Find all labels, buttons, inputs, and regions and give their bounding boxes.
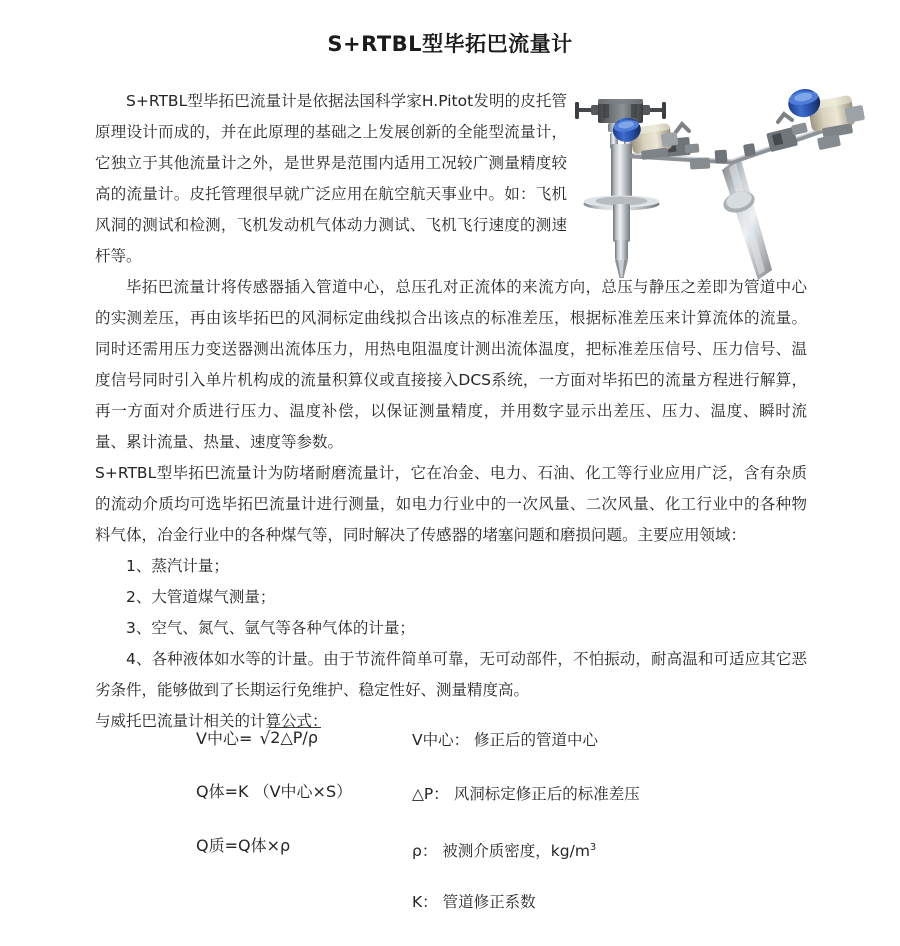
legend-definition: 被测介质密度，kg/m xyxy=(442,842,590,861)
paragraph-intro: S+RTBL型毕拓巴流量计是依据法国科学家H.Pitot发明的皮托管原理设计而成的，并在此原理的基础之上发展创新的全能型流量计，它独立于其他流量计之外，是世界是范围内适用工况较广测量精度较高的流量计。皮托管理很早就广泛应用在航空航天事业中。如：飞机风洞的测试和检测，飞机发动机气体动力测试、飞机飞行速度的测速杆等。 xyxy=(95,92,567,265)
legend-k xyxy=(412,892,832,946)
paragraph-applications: S+RTBL型毕拓巴流量计为防堵耐磨流量计，它在冶金、电力、石油、化工等行业应用广泛，含有杂质的流动介质均可选毕拓巴流量计进行测量，如电力行业中的一次风量、二次风量、化工行业中的各种物料气体，冶金行业中的各种煤气等，同时解决了传感器的堵塞问题和磨损问题。主要应用领域： xyxy=(95,464,807,544)
legend-unit-superscript: 3 xyxy=(589,842,597,853)
legend-symbol: △P： xyxy=(412,785,449,803)
legend-column xyxy=(412,728,832,946)
formula-lhs: Q质=Q体×ρ xyxy=(196,836,291,855)
radical-sign-icon: √ xyxy=(259,729,271,749)
formula-rhs: （V中心×S） xyxy=(253,782,353,801)
legend-delta-p xyxy=(412,784,832,838)
list-item: 4、各种液体如水等的计量。由于节流件简单可靠，无可动部件，不怕振动，耐高温和可适应其它恶劣条件，能够做到了长期运行免维护、稳定性好、测量精度高。 xyxy=(95,650,807,699)
legend-v-center xyxy=(412,728,832,784)
legend-definition: 修正后的管道中心 xyxy=(474,731,599,749)
page-title: S+RTBL型毕拓巴流量计 xyxy=(327,32,573,56)
formula-q-mass xyxy=(196,836,406,890)
body-text-column xyxy=(95,86,807,737)
legend-definition: 管道修正系数 xyxy=(442,893,536,911)
formula-intro-text: 与威托巴流量计相关的计算公式： xyxy=(95,712,328,730)
square-root-expression xyxy=(257,728,321,749)
legend-definition: 风洞标定修正后的标准差压 xyxy=(453,785,640,803)
formula-q-volume xyxy=(196,782,406,836)
paragraph-principle: 毕拓巴流量计将传感器插入管道中心，总压孔对正流体的来流方向，总压与静压之差即为管道中心的实测差压，再由该毕拓巴的风洞标定曲线拟合出该点的标准差压，根据标准差压来计算流体的流量。同时还需用压力变送器测出流体压力，用热电阻温度计测出流体温度，把标准差压信号、压力信号、温度信号同时引入单片机构成的流量积算仪或直接接入DCS系统，一方面对毕拓巴的流量方程进行解算，再一方面对介质进行压力、温度补偿，以保证测量精度，并用数字显示出差压、压力、温度、瞬时流量、累计流量、热量、速度等参数。 xyxy=(95,278,807,451)
formula-lhs: V中心= xyxy=(196,729,253,748)
formula-section xyxy=(0,728,900,911)
radicand: 2△P/ρ xyxy=(269,727,321,748)
legend-rho xyxy=(412,838,832,892)
formula-v-center xyxy=(196,728,406,782)
legend-symbol: ρ： xyxy=(412,842,438,861)
legend-symbol: K： xyxy=(412,893,438,911)
formula-lhs: Q体=K xyxy=(196,782,249,801)
list-item: 2、大管道煤气测量； xyxy=(126,588,276,606)
legend-symbol: V中心： xyxy=(412,731,470,749)
formula-column xyxy=(196,728,406,890)
list-item: 3、空气、氮气、氩气等各种气体的计量； xyxy=(126,619,415,637)
list-item: 1、蒸汽计量； xyxy=(126,557,229,575)
